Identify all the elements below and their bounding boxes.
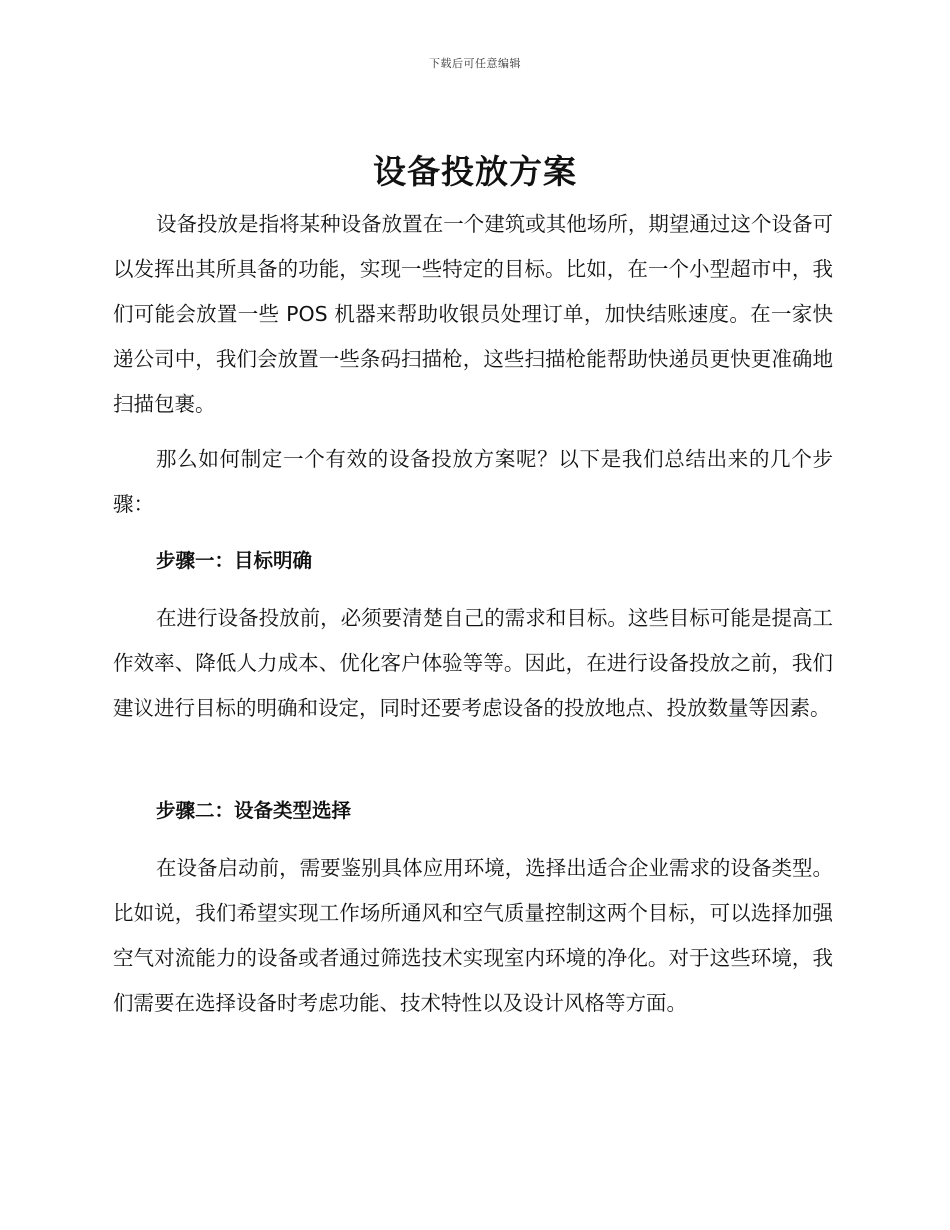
intro-paragraph: 设备投放是指将某种设备放置在一个建筑或其他场所，期望通过这个设备可以发挥出其所具备的功能，实现一些特定的目标。比如，在一个小型超市中，我们可能会放置一些 POS 机器来帮助收银员处理订单，加快结账速度。在一家快递公司中，我们会放置一些条码扫描枪，这些扫描枪能帮助快递员更快更准确地扫描包裹。 bbox=[113, 212, 833, 416]
document-title: 设备投放方案 bbox=[373, 152, 577, 191]
step-two-heading: 步骤二：设备类型选择 bbox=[156, 799, 352, 822]
page-header: 下载后可任意编辑 bbox=[429, 57, 521, 70]
step-two-paragraph: 在设备启动前，需要鉴别具体应用环境，选择出适合企业需求的设备类型。比如说，我们希望实现工作场所通风和空气质量控制这两个目标，可以选择加强空气对流能力的设备或者通过筛选技术实现室内环境的净化。对于这些环境，我们需要在选择设备时考虑功能、技术特性以及设计风格等方面。 bbox=[113, 856, 833, 1015]
step-one-heading: 步骤一：目标明确 bbox=[156, 549, 313, 572]
step-one-paragraph: 在进行设备投放前，必须要清楚自己的需求和目标。这些目标可能是提高工作效率、降低人力成本、优化客户体验等等。因此，在进行设备投放之前，我们建议进行目标的明确和设定，同时还要考虑设备的投放地点、投放数量等因素。 bbox=[113, 606, 833, 720]
lead-paragraph: 那么如何制定一个有效的设备投放方案呢？以下是我们总结出来的几个步骤： bbox=[113, 447, 833, 516]
